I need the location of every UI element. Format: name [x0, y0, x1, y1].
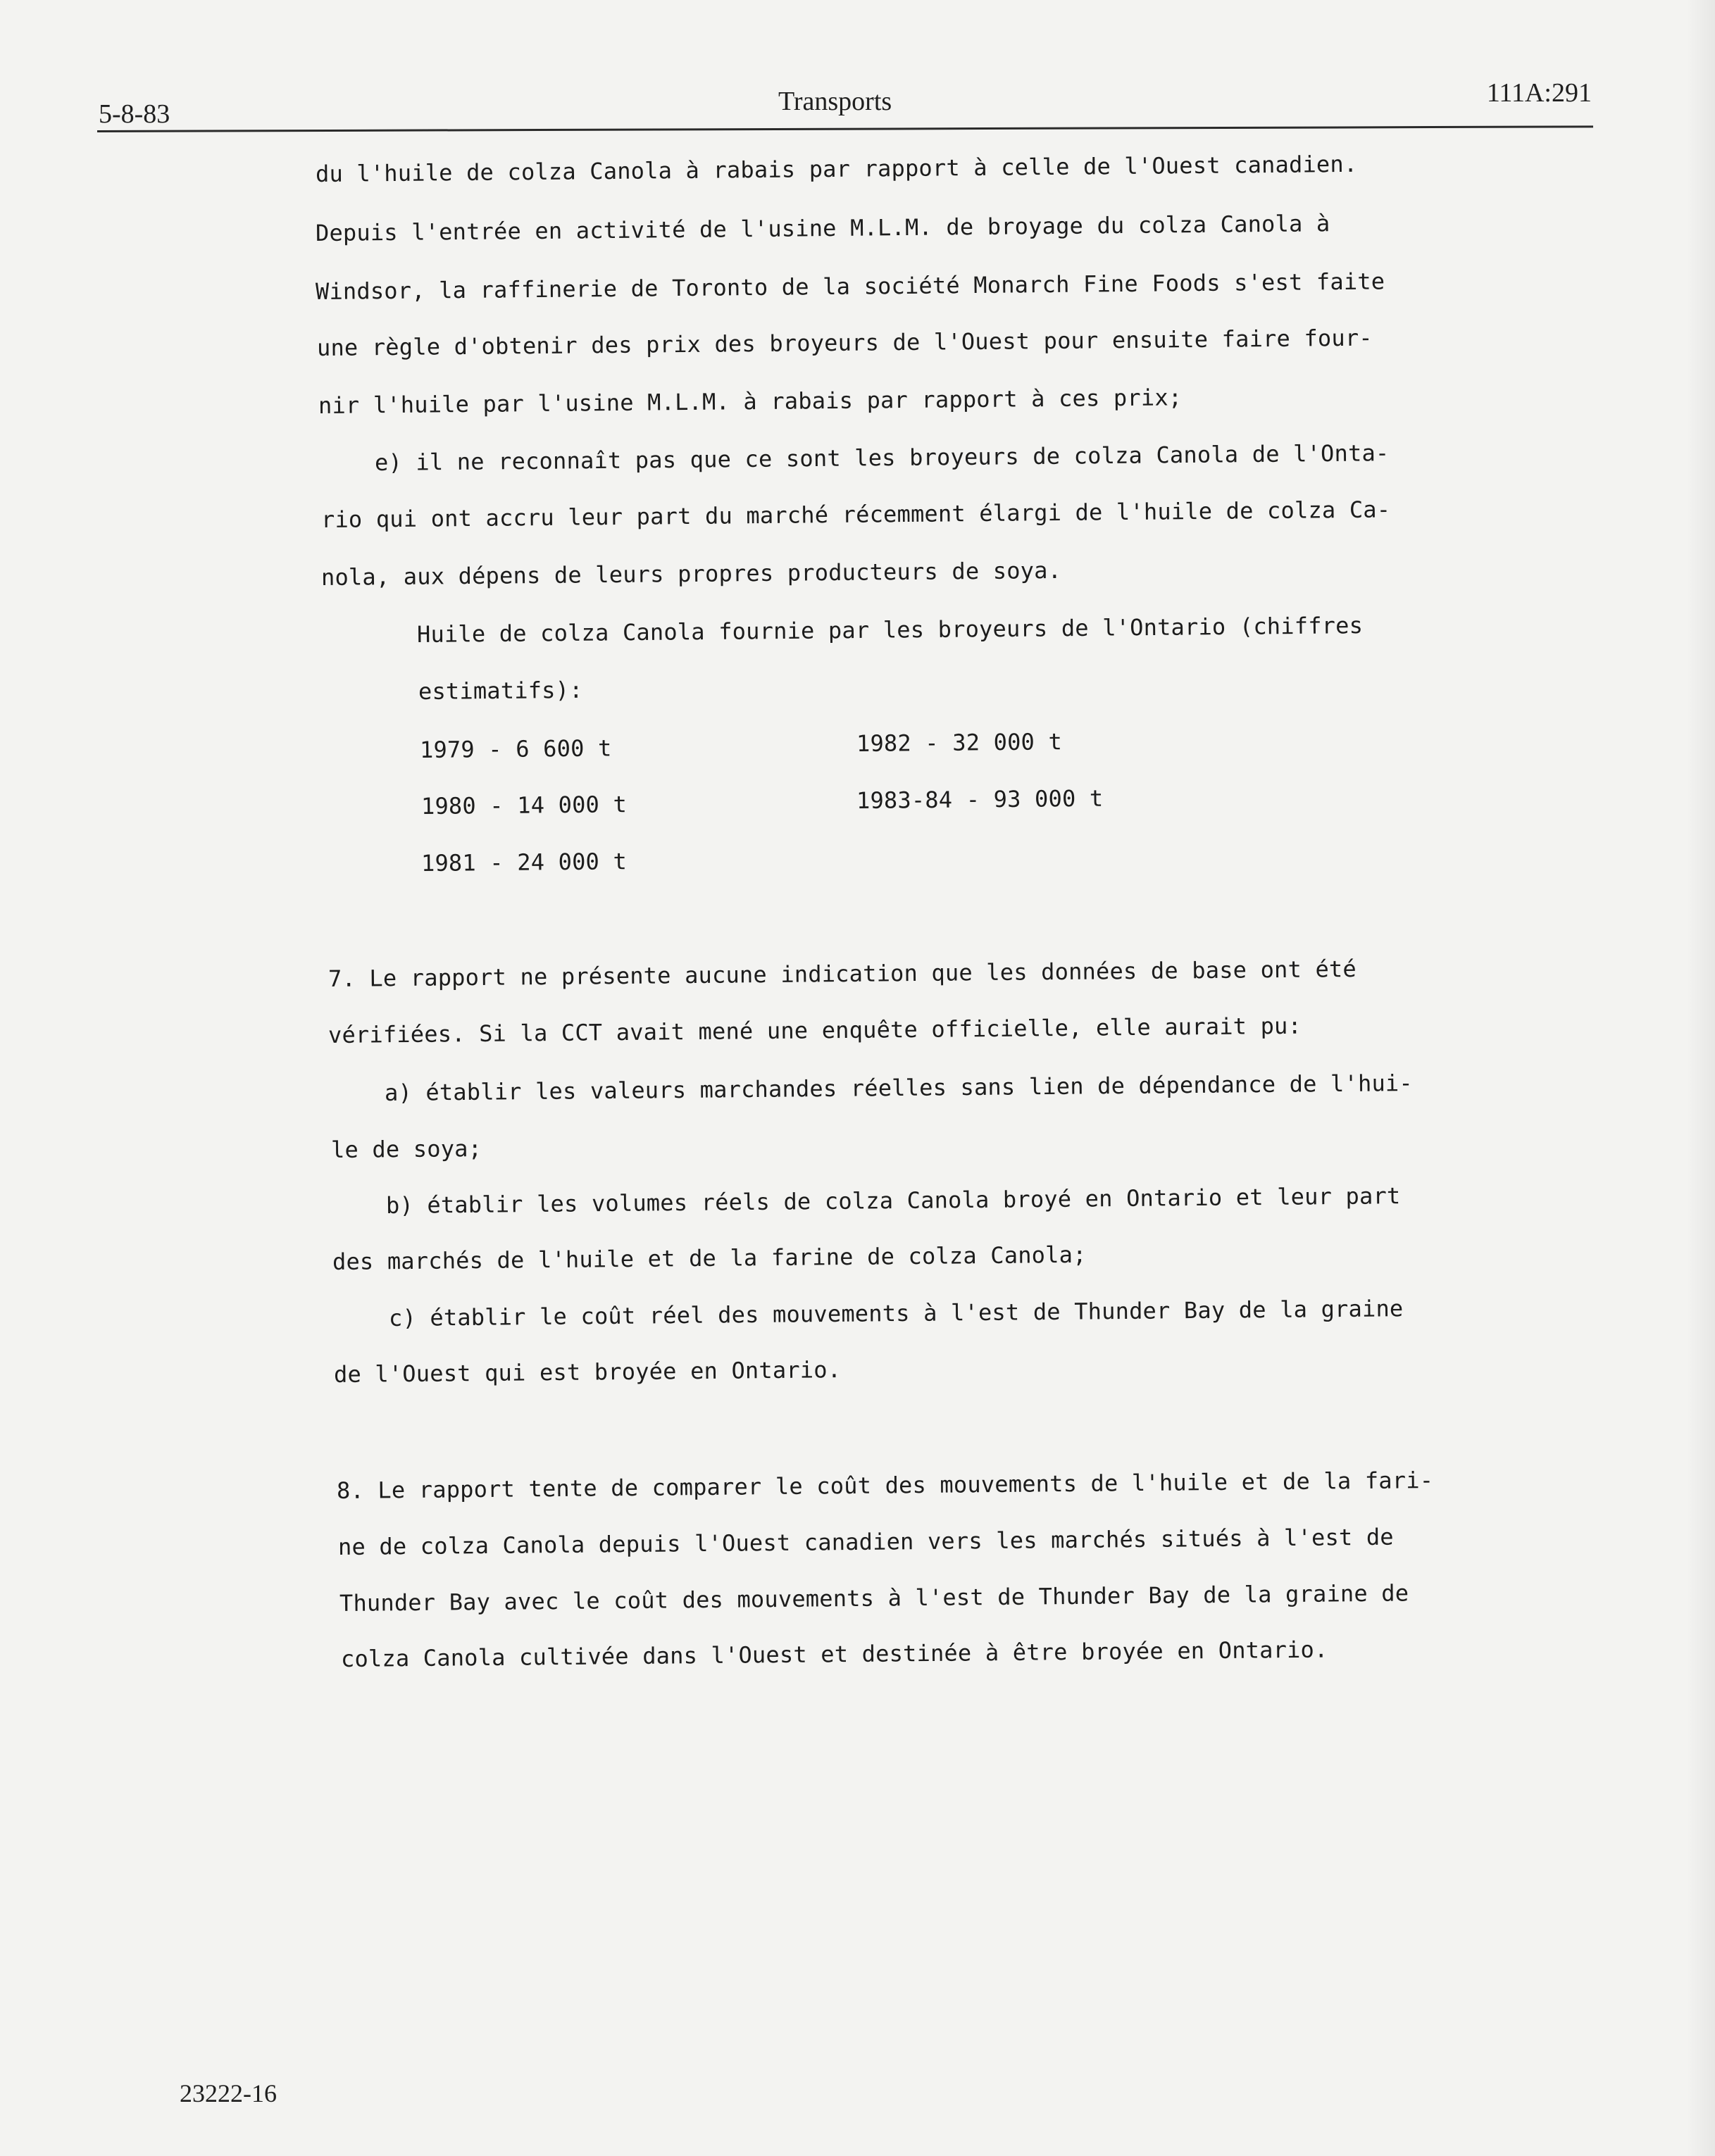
figure-1982: 1982 - 32 000 t [856, 728, 1063, 757]
text-line: des marchés de l'huile et de la farine de colza Canola; [332, 1241, 1087, 1275]
text-line: une règle d'obtenir des prix des broyeurs de l'Ouest pour ensuite faire four- [316, 324, 1373, 361]
text-line: 7. Le rapport ne présente aucune indication que les données de base ont été [328, 955, 1357, 992]
header-date: 5-8-83 [99, 99, 170, 129]
text-line: du l'huile de colza Canola à rabais par rapport à celle de l'Ouest canadien. [315, 150, 1358, 187]
text-line: 8. Le rapport tente de comparer le coût des mouvements de l'huile et de la fari- [336, 1467, 1434, 1504]
figure-1979: 1979 - 6 600 t [419, 734, 612, 763]
text-line: b) établir les volumes réels de colza Canola broyé en Ontario et leur part [385, 1182, 1401, 1219]
text-line: ne de colza Canola depuis l'Ouest canadien vers les marchés situés à l'est de [337, 1523, 1394, 1560]
header-page-number: 111A:291 [1486, 78, 1592, 108]
page-edge-shadow [1687, 0, 1715, 2156]
text-line: de l'Ouest qui est broyée en Ontario. [333, 1356, 842, 1388]
figure-1980: 1980 - 14 000 t [420, 791, 628, 820]
text-line: nola, aux dépens de leurs propres producteurs de soya. [320, 556, 1062, 591]
figure-1981: 1981 - 24 000 t [420, 848, 628, 877]
text-line: Thunder Bay avec le coût des mouvements à l'est de Thunder Bay de la graine de [339, 1579, 1409, 1617]
text-line: a) établir les valeurs marchandes réelles sans lien de dépendance de l'hui- [384, 1069, 1414, 1106]
header-title: Transports [778, 87, 892, 116]
text-line: colza Canola cultivée dans l'Ouest et destinée à être broyée en Ontario. [340, 1636, 1328, 1672]
text-line: nir l'huile par l'usine M.L.M. à rabais par rapport à ces prix; [318, 384, 1183, 419]
text-line: estimatifs): [418, 676, 583, 705]
figure-1983-84: 1983-84 - 93 000 t [856, 784, 1104, 814]
text-line: vérifiées. Si la CCT avait mené une enquête officielle, elle aurait pu: [328, 1012, 1302, 1048]
footer-code: 23222-16 [180, 2079, 277, 2107]
text-line: Windsor, la raffinerie de Toronto de la société Monarch Fine Foods s'est faite [315, 268, 1385, 305]
page-header [99, 77, 1592, 134]
text-line: c) établir le coût réel des mouvements à l'est de Thunder Bay de la graine [388, 1295, 1404, 1331]
text-line: rio qui ont accru leur part du marché récemment élargi de l'huile de colza Ca- [320, 496, 1391, 533]
text-line: e) il ne reconnaît pas que ce sont les broyeurs de colza Canola de l'Onta- [374, 439, 1390, 476]
text-line: Depuis l'entrée en activité de l'usine M.L.M. de broyage du colza Canola à [315, 210, 1330, 246]
text-line: Huile de colza Canola fournie par les broyeurs de l'Ontario (chiffres [416, 612, 1364, 648]
text-line: le de soya; [330, 1134, 482, 1163]
